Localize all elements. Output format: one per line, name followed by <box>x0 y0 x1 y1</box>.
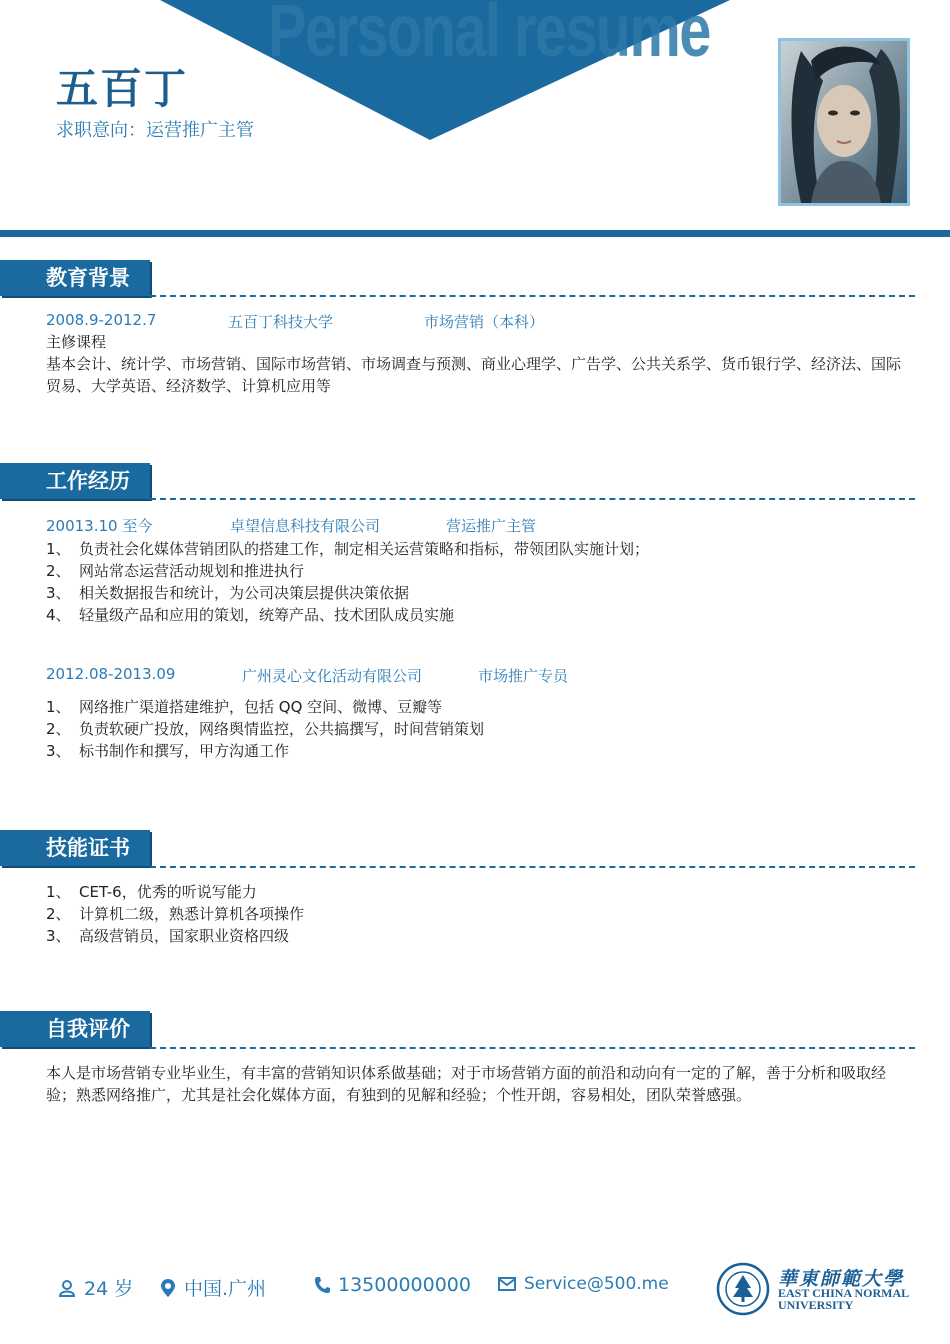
job-objective: 求职意向：运营推广主管 <box>56 120 254 141</box>
phone-icon <box>314 1276 330 1294</box>
courses-text: 基本会计、统计学、市场营销、国际市场营销、市场调查与预测、商业心理学、广告学、公共关系学、货币银行学、经济法、国际贸易、大学英语、经济数学、计算机应用等 <box>46 355 902 395</box>
logo-chinese-name: 華東師範大學 <box>778 1268 905 1290</box>
university-seal-icon <box>716 1262 770 1316</box>
self-evaluation-text: 本人是市场营销专业毕业生，有丰富的营销知识体系做基础；对于市场营销方面的前沿和动向有一定的了解，善于分析和吸取经验；熟悉网络推广，尤其是社会化媒体方面，有独到的见解和经验；个性开朗，容易相处，团队荣誉感强。 <box>46 1064 887 1104</box>
section-divider <box>150 1047 915 1049</box>
list-item: 2、 计算机二级，熟悉计算机各项操作 <box>46 905 305 923</box>
job-period: 2012.08-2013.09 <box>46 665 176 683</box>
skills-list <box>46 881 304 947</box>
section-title-education: 教育背景 <box>0 260 150 296</box>
education-school: 五百丁科技大学 <box>228 313 334 331</box>
logo-english-name-line2: UNIVERSITY <box>778 1298 854 1312</box>
candidate-name: 五百丁 <box>56 64 189 113</box>
job-period: 20013.10 至今 <box>46 517 153 535</box>
list-item: 1、 CET-6，优秀的听说写能力 <box>46 883 257 901</box>
list-item: 3、 高级营销员，国家职业资格四级 <box>46 927 290 945</box>
job-company: 卓望信息科技有限公司 <box>230 517 381 535</box>
university-logo <box>716 1262 916 1316</box>
section-divider <box>150 866 915 868</box>
location-pin-icon <box>160 1278 176 1298</box>
list-item: 2、 负责软硬广投放，网络舆情监控，公共搞撰写，时间营销策划 <box>46 720 485 738</box>
education-period: 2008.9-2012.7 <box>46 311 157 329</box>
job-position: 营运推广主管 <box>446 517 537 535</box>
section-title-self-evaluation: 自我评价 <box>0 1011 150 1047</box>
logo-english-name-line1: EAST CHINA NORMAL <box>778 1286 910 1300</box>
location-item <box>160 1274 266 1301</box>
job-duties <box>46 538 649 626</box>
courses-label: 主修课程 <box>46 333 107 351</box>
phone-item <box>314 1274 471 1296</box>
section-title-work: 工作经历 <box>0 463 150 499</box>
job-duties <box>46 696 484 762</box>
list-item: 3、 相关数据报告和统计，为公司决策层提供决策依据 <box>46 584 410 602</box>
education-major: 市场营销（本科） <box>424 313 545 331</box>
list-item: 1、 网络推广渠道搭建维护，包括 QQ 空间、微博、豆瓣等 <box>46 698 443 716</box>
person-icon <box>58 1279 76 1297</box>
section-divider <box>150 295 915 297</box>
job-position: 市场推广专员 <box>478 667 569 685</box>
job-company: 广州灵心文化活动有限公司 <box>242 667 423 685</box>
age-item <box>58 1274 133 1301</box>
email-item <box>498 1274 669 1294</box>
list-item: 1、 负责社会化媒体营销团队的搭建工作，制定相关运营策略和指标，带领团队实施计划； <box>46 540 650 558</box>
location-text: 中国.广州 <box>184 1278 267 1300</box>
header-divider <box>0 230 950 237</box>
list-item: 4、 轻量级产品和应用的策划，统筹产品、技术团队成员实施 <box>46 606 455 624</box>
section-title-skills: 技能证书 <box>0 830 150 866</box>
phone-text: 13500000000 <box>338 1274 471 1296</box>
mail-icon <box>498 1277 516 1291</box>
section-divider <box>150 498 915 500</box>
age-text: 24 岁 <box>84 1278 134 1300</box>
list-item: 2、 网站常态运营活动规划和推进执行 <box>46 562 305 580</box>
list-item: 3、 标书制作和撰写，甲方沟通工作 <box>46 742 290 760</box>
profile-photo <box>778 38 910 206</box>
email-text: Service@500.me <box>524 1274 669 1294</box>
banner-text: Personal resume <box>268 0 710 72</box>
